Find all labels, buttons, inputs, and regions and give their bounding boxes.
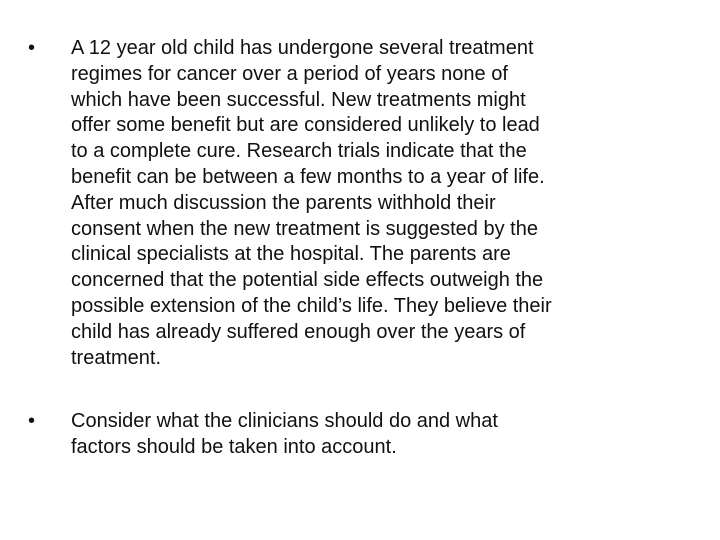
text-line: treatment. [71,346,162,369]
bullet-icon: • [28,37,36,59]
bullet-scenario [28,36,688,371]
text-line: possible extension of the child’s life. They believe their [71,294,552,317]
bullet-question [28,409,688,461]
text-line: offer some benefit but are considered unlikely to lead [71,114,540,137]
text-line: to a complete cure. Research trials indicate that the [71,140,527,163]
text-line: benefit can be between a few months to a year of life. [71,165,545,188]
scenario-text [71,36,688,371]
text-line: factors should be taken into account. [71,436,397,459]
text-line: A 12 year old child has undergone several treatment [71,37,534,59]
text-line: consent when the new treatment is suggested by the [71,217,538,240]
bullet-icon: • [28,410,36,433]
question-text [71,409,688,461]
text-line: child has already suffered enough over the years of [71,320,526,343]
text-line: regimes for cancer over a period of years none of [71,62,508,85]
bullet-list [28,36,688,461]
text-line: which have been successful. New treatments might [71,88,526,111]
text-line: concerned that the potential side effects outweigh the [71,269,544,292]
text-line: Consider what the clinicians should do and what [71,410,498,433]
text-line: After much discussion the parents withhold their [71,191,496,214]
text-line: clinical specialists at the hospital. The parents are [71,243,511,266]
